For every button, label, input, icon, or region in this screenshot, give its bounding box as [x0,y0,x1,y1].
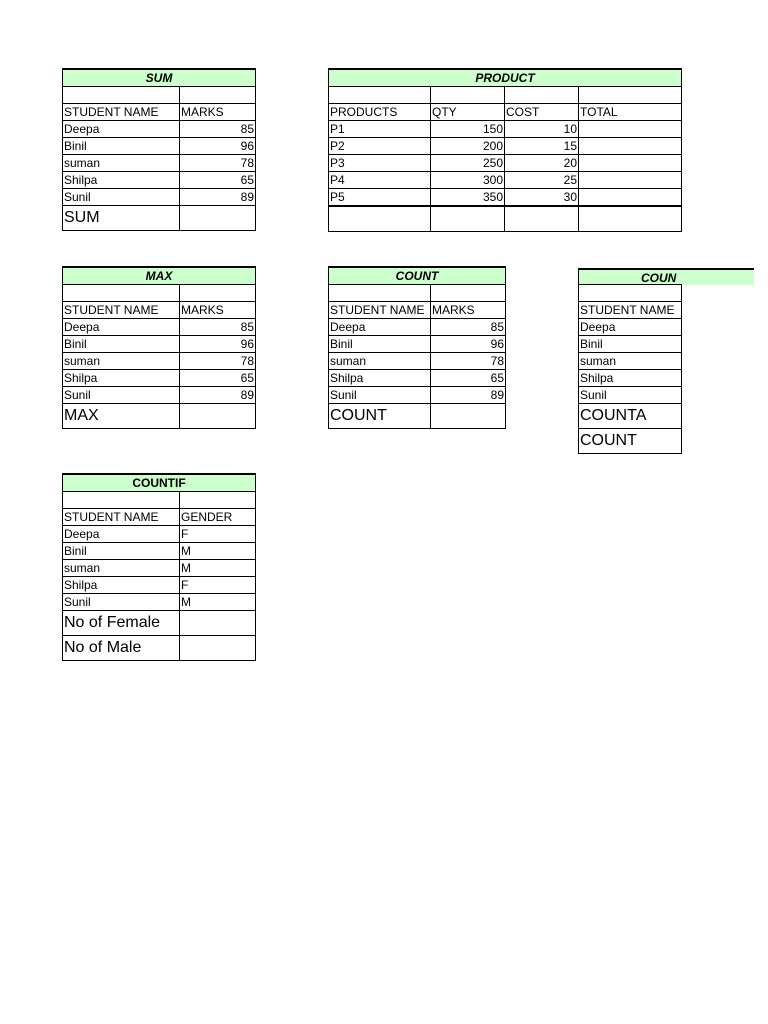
sum-result-cell[interactable] [180,206,256,231]
table-row [579,336,682,353]
table-row [63,189,256,206]
cell[interactable] [431,87,505,104]
count-result-cell[interactable] [431,404,506,429]
cell-name[interactable]: suman [63,353,180,370]
cell-name[interactable]: Sunil [63,594,180,611]
cell-gender[interactable]: M [180,594,256,611]
countif-table [62,473,256,661]
table-row [63,560,256,577]
no-of-male-label[interactable]: No of Male [63,636,180,661]
cell-cost[interactable]: 30 [505,189,579,207]
cell-name[interactable]: Shilpa [63,577,180,594]
table-row [63,353,256,370]
cell-name[interactable]: Deepa [63,121,180,138]
cell-name[interactable]: Sunil [63,189,180,206]
cell[interactable] [180,285,256,302]
cell[interactable] [329,87,431,104]
no-of-female-label[interactable]: No of Female [63,611,180,636]
cell-qty[interactable]: 150 [431,121,505,138]
cell-marks[interactable]: 89 [180,387,256,404]
cell-marks[interactable]: 78 [431,353,506,370]
table-row [63,121,256,138]
cell-marks[interactable]: 96 [431,336,506,353]
cell-name[interactable]: suman [579,353,682,370]
table-row [579,387,682,404]
column-header[interactable]: STUDENT NAME [329,302,431,319]
max-result-cell[interactable] [180,404,256,429]
cell-name[interactable]: Sunil [329,387,431,404]
table-row [63,543,256,560]
cell-marks[interactable]: 65 [431,370,506,387]
cell-cost[interactable]: 25 [505,172,579,189]
max-title[interactable]: MAX [63,267,256,285]
cell-total[interactable] [579,189,682,207]
cell[interactable] [579,206,682,232]
cell[interactable] [329,285,431,302]
cell-marks[interactable]: 85 [180,121,256,138]
column-header[interactable]: STUDENT NAME [63,104,180,121]
cell-name[interactable]: Deepa [63,526,180,543]
cell-qty[interactable]: 350 [431,189,505,207]
count-title[interactable]: COUNT [329,267,506,285]
countif-title[interactable]: COUNTIF [63,474,256,492]
column-header[interactable]: QTY [431,104,505,121]
cell-gender[interactable]: M [180,560,256,577]
column-header[interactable]: MARKS [180,302,256,319]
cell-total[interactable] [579,138,682,155]
table-row [63,577,256,594]
cell[interactable] [180,87,256,104]
cell-product[interactable]: P5 [329,189,431,207]
cell-name[interactable]: Deepa [63,319,180,336]
cell-marks[interactable]: 85 [180,319,256,336]
count-label[interactable]: COUNT [329,404,431,429]
count-table [328,266,506,429]
column-header[interactable]: MARKS [431,302,506,319]
counta-table [578,284,682,454]
female-result-cell[interactable] [180,611,256,636]
cell[interactable] [579,87,682,104]
table-row [63,336,256,353]
table-row [579,319,682,336]
cell-marks[interactable]: 85 [431,319,506,336]
column-header[interactable]: COST [505,104,579,121]
cell-product[interactable]: P4 [329,172,431,189]
cell-name[interactable]: suman [63,155,180,172]
column-header[interactable]: PRODUCTS [329,104,431,121]
cell-product[interactable]: P3 [329,155,431,172]
cell-gender[interactable]: F [180,526,256,543]
cell-name[interactable]: Sunil [63,387,180,404]
table-row [329,121,682,138]
counta-title[interactable]: COUN [578,268,754,285]
sum-table [62,68,256,231]
cell-marks[interactable]: 78 [180,353,256,370]
cell-name[interactable]: Binil [329,336,431,353]
cell-marks[interactable]: 96 [180,336,256,353]
table-row [329,172,682,189]
counta-table-block [578,284,682,454]
max-label[interactable]: MAX [63,404,180,429]
count-label-2[interactable]: COUNT [579,429,682,454]
sum-label[interactable]: SUM [63,206,180,231]
column-header[interactable]: STUDENT NAME [63,509,180,526]
cell[interactable] [505,206,579,232]
table-row [329,319,506,336]
count-table-block [328,266,506,429]
sum-table-block [62,68,256,231]
cell-product[interactable]: P2 [329,138,431,155]
table-row [579,370,682,387]
cell-name[interactable]: Shilpa [63,370,180,387]
cell-cost[interactable]: 20 [505,155,579,172]
cell[interactable] [505,87,579,104]
cell-name[interactable]: Binil [63,543,180,560]
cell-name[interactable]: Binil [63,138,180,155]
cell-qty[interactable]: 300 [431,172,505,189]
table-row [329,189,682,207]
cell-product[interactable]: P1 [329,121,431,138]
cell[interactable] [329,206,431,232]
table-row [329,138,682,155]
column-header[interactable]: GENDER [180,509,256,526]
cell-gender[interactable]: M [180,543,256,560]
cell-marks[interactable]: 65 [180,172,256,189]
cell-qty[interactable]: 200 [431,138,505,155]
table-row [329,155,682,172]
table-row [63,526,256,543]
cell[interactable] [431,206,505,232]
table-row [329,370,506,387]
table-row [329,353,506,370]
column-header[interactable]: STUDENT NAME [579,302,682,319]
male-result-cell[interactable] [180,636,256,661]
table-row [329,387,506,404]
cell-name[interactable]: Deepa [579,319,682,336]
table-row [63,319,256,336]
table-row [63,594,256,611]
cell-name[interactable]: Shilpa [63,172,180,189]
cell-name[interactable]: suman [63,560,180,577]
cell-name[interactable]: suman [329,353,431,370]
cell-cost[interactable]: 10 [505,121,579,138]
cell-marks[interactable]: 65 [180,370,256,387]
cell-marks[interactable]: 96 [180,138,256,155]
product-table-block [328,68,682,232]
cell-name[interactable]: Shilpa [579,370,682,387]
cell[interactable] [63,87,180,104]
max-table-block [62,266,256,429]
cell-cost[interactable]: 15 [505,138,579,155]
cell-marks[interactable]: 78 [180,155,256,172]
cell-total[interactable] [579,155,682,172]
cell[interactable] [63,285,180,302]
column-header[interactable]: TOTAL [579,104,682,121]
cell-marks[interactable]: 89 [431,387,506,404]
cell-gender[interactable]: F [180,577,256,594]
column-header[interactable]: MARKS [180,104,256,121]
max-table [62,266,256,429]
cell-name[interactable]: Sunil [579,387,682,404]
cell[interactable] [180,492,256,509]
table-row [329,336,506,353]
table-row [63,138,256,155]
product-title[interactable]: PRODUCT [329,69,682,87]
sum-title[interactable]: SUM [63,69,256,87]
column-header[interactable]: STUDENT NAME [63,302,180,319]
product-table [328,68,682,232]
cell-name[interactable]: Binil [579,336,682,353]
countif-table-block [62,473,256,661]
cell[interactable] [431,285,506,302]
table-row [63,155,256,172]
cell-marks[interactable]: 89 [180,189,256,206]
cell[interactable] [579,285,682,302]
counta-label[interactable]: COUNTA [579,404,682,429]
cell-qty[interactable]: 250 [431,155,505,172]
cell-name[interactable]: Deepa [329,319,431,336]
cell[interactable] [63,492,180,509]
cell-name[interactable]: Shilpa [329,370,431,387]
cell-total[interactable] [579,172,682,189]
table-row [63,387,256,404]
table-row [63,172,256,189]
table-row [579,353,682,370]
cell-total[interactable] [579,121,682,138]
cell-name[interactable]: Binil [63,336,180,353]
table-row [63,370,256,387]
